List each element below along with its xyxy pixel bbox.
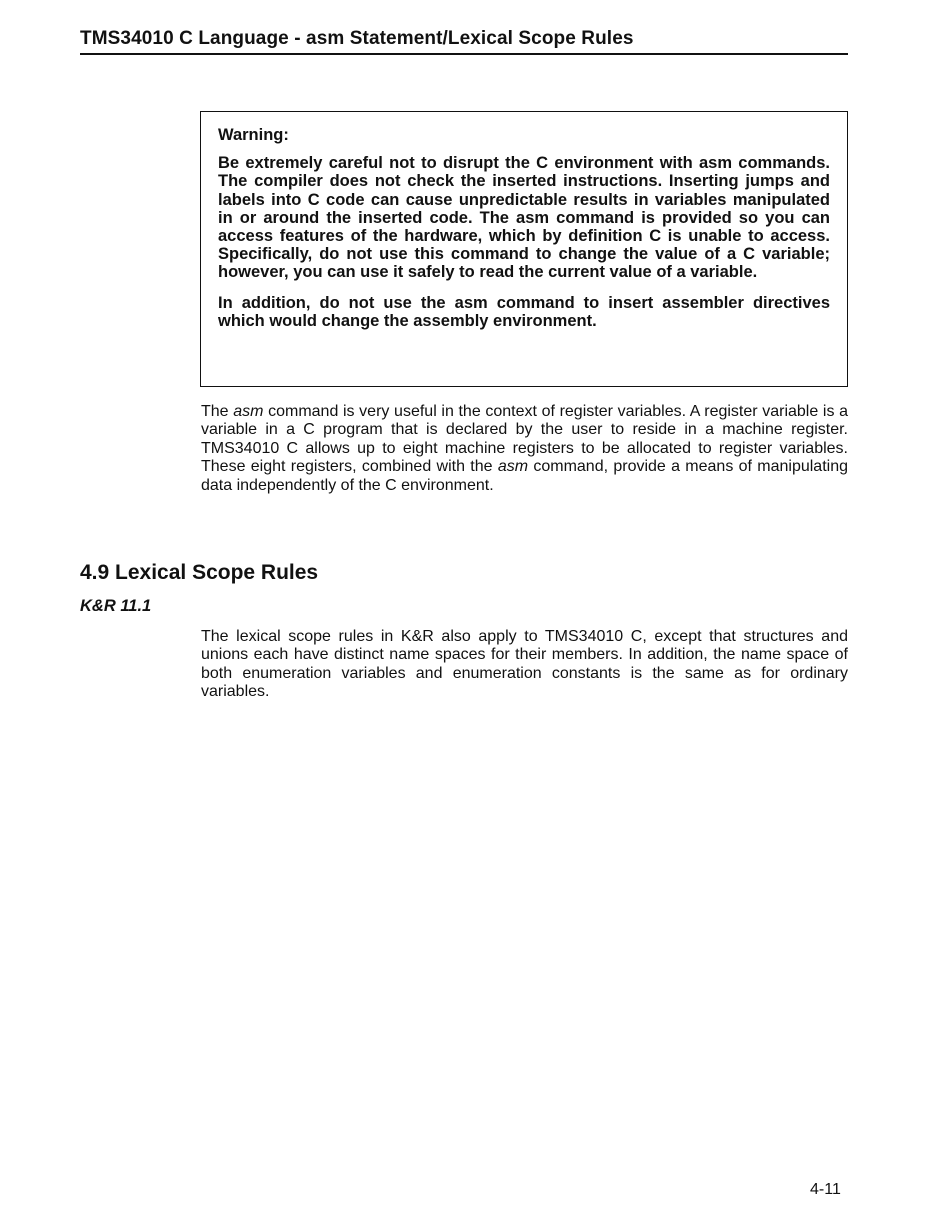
margin-reference: K&R 11.1 xyxy=(80,597,152,615)
register-para-text-2: command is very useful in the context of register variables. A register variable is a variable in a C program that is declared by the user to reside in a machine register. TMS34010 C allows up to eight machine registers to be allocated to register variables. These eight registers, combined with the xyxy=(201,403,848,476)
register-para-text-3: command, provide a means of manipulating data independently of the C environment. xyxy=(201,458,848,494)
asm-keyword-2: asm xyxy=(497,458,529,476)
section-heading: 4.9 Lexical Scope Rules xyxy=(80,561,319,584)
asm-keyword-1: asm xyxy=(233,403,264,420)
register-para-text-1: The xyxy=(201,403,234,420)
lexical-scope-paragraph: The lexical scope rules in K&R also apply to TMS34010 C, except that structures and unions each have distinct name spaces for their members. In addition, the name space of both enumeration variables and enumeration constants is the same as for ordinary variables. xyxy=(201,628,848,701)
register-variables-paragraph xyxy=(201,403,848,495)
running-header: TMS34010 C Language - asm Statement/Lexical Scope Rules xyxy=(80,28,848,55)
warning-paragraph-1: Be extremely careful not to disrupt the C environment with asm commands. The compiler does not check the inserted instructions. Inserting jumps and labels into C code can cause unpredictable results in variables manipulated in or around the inserted code. The asm command is provided so you can access features of the hardware, which by definition C is unable to access. Specifically, do not use this command to change the value of a C variable; however, you can use it safely to read the current value of a variable. xyxy=(218,154,830,282)
warning-box xyxy=(200,111,848,387)
warning-title: Warning: xyxy=(218,126,289,144)
page-number: 4-11 xyxy=(810,1181,841,1198)
warning-paragraph-2: In addition, do not use the asm command to insert assembler directives which would change the assembly environment. xyxy=(218,293,830,330)
